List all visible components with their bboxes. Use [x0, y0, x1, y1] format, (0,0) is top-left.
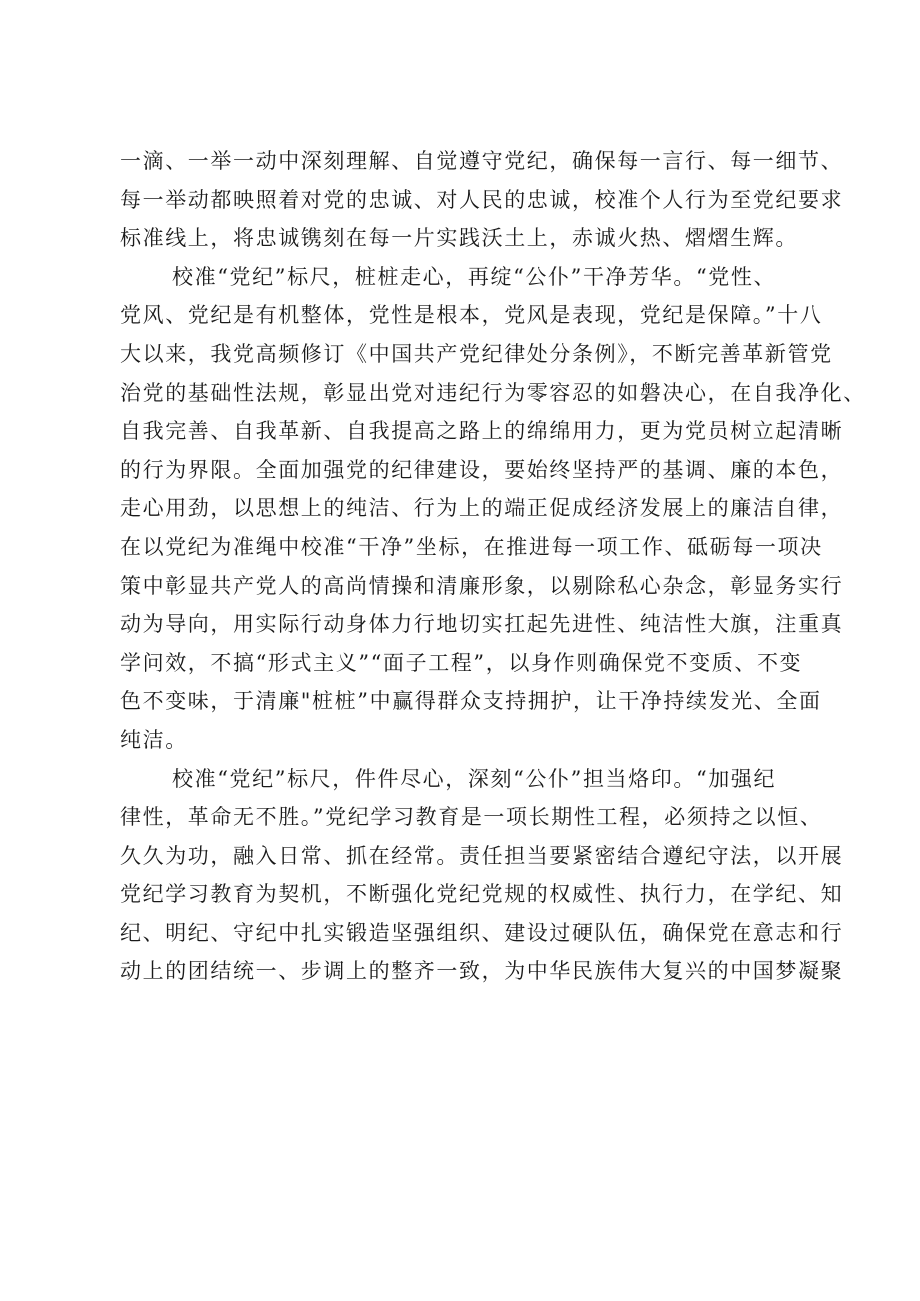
- text-line: 每一举动都映照着对党的忠诚、对人民的忠诚，校准个人行为至党纪要求: [120, 187, 844, 212]
- text-line: 纪、明纪、守纪中扎实锻造坚强组织、建设过硬队伍，确保党在意志和行: [120, 920, 844, 945]
- text-line: 动上的团结统一、步调上的整齐一致，为中华民族伟大复兴的中国梦凝聚: [120, 959, 844, 984]
- text-line: 策中彰显共产党人的高尚情操和清廉形象，以剔除私心杂念，彰显务实行: [120, 573, 844, 598]
- text-line: 动为导向，用实际行动身体力行地切实扛起先进性、纯洁性大旗，注重真: [120, 612, 844, 637]
- text-line: 党纪学习教育为契机，不断强化党纪党规的权威性、执行力，在学纪、知: [120, 882, 844, 907]
- text-line: 纯洁。: [120, 727, 188, 752]
- text-line: 久久为功，融入日常、抓在经常。责任担当要紧密结合遵纪守法，以开展: [120, 843, 844, 868]
- text-line: 学问效，不搞“形式主义”“面子工程”，以身作则确保党不变质、不变: [120, 650, 803, 675]
- text-line: 律性，革命无不胜。”党纪学习教育是一项长期性工程，必须持之以恒、: [120, 805, 823, 830]
- text-line: 党风、党纪是有机整体，党性是根本，党风是表现，党纪是保障。”十八: [120, 303, 823, 328]
- paragraph-2: [120, 258, 866, 760]
- text-line: 色不变味，于清廉"桩桩”中赢得群众支持拥护，让干净持续发光、全面: [120, 689, 822, 714]
- paragraph-3: [120, 760, 844, 992]
- text-line: 走心用劲，以思想上的纯洁、行为上的端正促成经济发展上的廉洁自律，: [120, 496, 844, 521]
- text-line: 一滴、一举一动中深刻理解、自觉遵守党纪，确保每一言行、每一细节、: [120, 149, 844, 173]
- text-line: 校准“党纪”标尺，桩桩走心，再绽“公仆”干净芳华。“党性、: [172, 264, 777, 289]
- paragraph-1: [120, 142, 844, 258]
- text-line: 自我完善、自我革新、自我提高之路上的绵绵用力，更为党员树立起清晰: [120, 419, 844, 444]
- document-body: [120, 142, 866, 991]
- text-line: 的行为界限。全面加强党的纪律建设，要始终坚持严的基调、廉的本色，: [120, 457, 844, 482]
- text-line: 标准线上，将忠诚镌刻在每一片实践沃土上，赤诚火热、熠熠生辉。: [120, 226, 798, 251]
- text-line: 大以来，我党高频修订《中国共产党纪律处分条例》，不断完善革新管党: [120, 341, 833, 366]
- text-line: 校准“党纪”标尺，件件尽心，深刻“公仆”担当烙印。“加强纪: [172, 766, 777, 791]
- text-line: 在以党纪为准绳中校准“干净”坐标，在推进每一项工作、砥砺每一项决: [120, 534, 823, 559]
- text-line: 治党的基础性法规，彰显出党对违纪行为零容忍的如磐决心，在自我净化、: [120, 380, 866, 405]
